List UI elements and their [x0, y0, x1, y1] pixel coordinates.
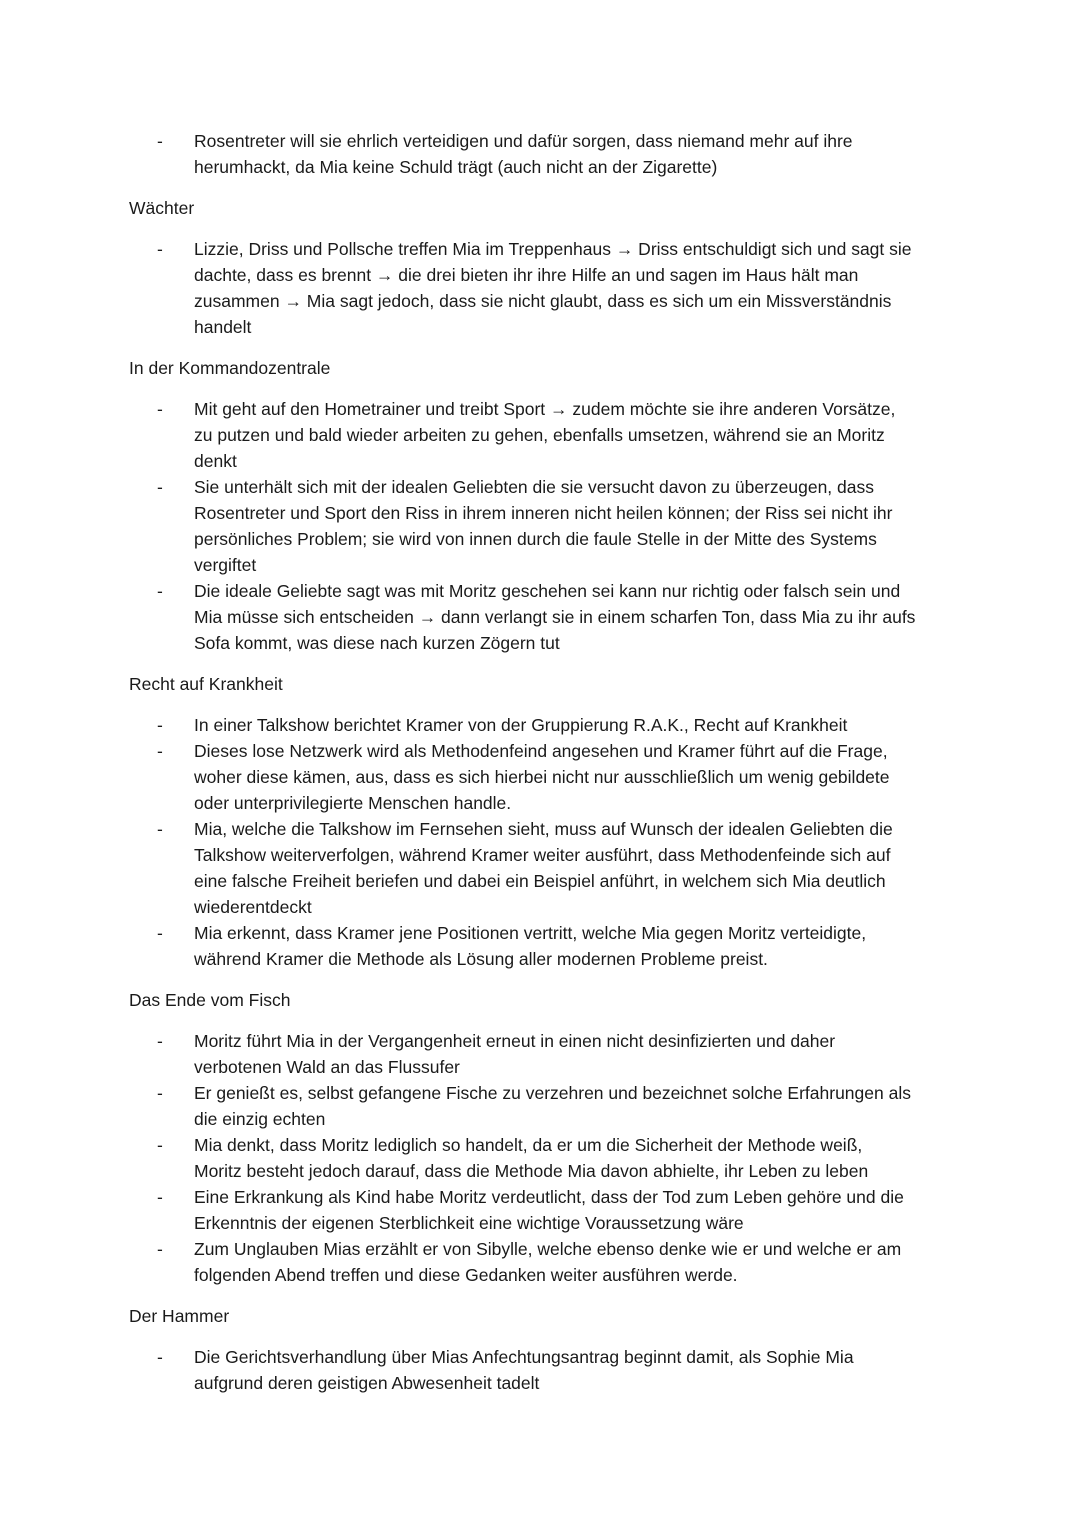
list-item — [129, 1236, 950, 1288]
list-item-text: Sie unterhält sich mit der idealen Geliebten die sie versucht davon zu überzeugen, dass Rosentreter und Sport den Riss in ihrem inneren nicht heilen können; der Riss sei nicht ihr persönliches Problem; sie wird von innen durch die faule Stelle in der Mitte des Systems vergiftet — [194, 477, 893, 575]
list-item-text: Lizzie, Driss und Pollsche treffen Mia im Treppenhaus → Driss entschuldigt sich und sagt sie dachte, dass es brennt → die drei bieten ihr ihre Hilfe an und sagen im Haus hält man zusammen → Mia sagt jedoch, dass sie nicht glaubt, dass es sich um ein Missverständnis handelt — [194, 239, 912, 337]
list-item-text: Mia denkt, dass Moritz lediglich so handelt, da er um die Sicherheit der Methode weiß, Moritz besteht jedoch darauf, dass die Methode Mia davon abhielte, ihr Leben zu leben — [194, 1135, 869, 1181]
bullet-dash: - — [157, 581, 163, 601]
bullet-list — [129, 128, 950, 180]
list-item — [129, 738, 950, 816]
list-item-text: Mia erkennt, dass Kramer jene Positionen vertritt, welche Mia gegen Moritz verteidigte, während Kramer die Methode als Lösung aller modernen Probleme preist. — [194, 923, 867, 969]
bullet-dash: - — [157, 399, 163, 419]
bullet-dash: - — [157, 1083, 163, 1103]
section-heading: Wächter — [129, 198, 195, 218]
section-waechter — [129, 195, 950, 340]
section-ende-vom-fisch — [129, 987, 950, 1288]
bullet-dash: - — [157, 715, 163, 735]
list-item-text: Die Gerichtsverhandlung über Mias Anfechtungsantrag beginnt damit, als Sophie Mia aufgrund deren geistigen Abwesenheit tadelt — [194, 1347, 854, 1393]
list-item — [129, 236, 950, 340]
bullet-list — [129, 396, 950, 656]
bullet-dash: - — [157, 1239, 163, 1259]
bullet-list — [129, 1028, 950, 1288]
list-item-text: Die ideale Geliebte sagt was mit Moritz geschehen sei kann nur richtig oder falsch sein und Mia müsse sich entscheiden → dann verlangt sie in einem scharfen Ton, dass Mia zu ihr aufs Sofa kommt, was diese nach kurzen Zögern tut — [194, 581, 916, 653]
list-item — [129, 1132, 950, 1184]
list-item-text: Rosentreter will sie ehrlich verteidigen und dafür sorgen, dass niemand mehr auf ihre herumhackt, da Mia keine Schuld trägt (auch nicht an der Zigarette) — [194, 131, 853, 177]
list-item — [129, 816, 950, 920]
bullet-list — [129, 236, 950, 340]
bullet-dash: - — [157, 477, 163, 497]
list-item — [129, 474, 950, 578]
list-item — [129, 1028, 950, 1080]
list-item-text: In einer Talkshow berichtet Kramer von der Gruppierung R.A.K., Recht auf Krankheit — [194, 715, 848, 735]
list-item — [129, 1344, 950, 1396]
section-rosentreter — [129, 128, 950, 180]
bullet-dash: - — [157, 1347, 163, 1367]
section-der-hammer — [129, 1303, 950, 1396]
bullet-dash: - — [157, 1031, 163, 1051]
list-item-text: Mia, welche die Talkshow im Fernsehen sieht, muss auf Wunsch der idealen Geliebten die Talkshow weiterverfolgen, während Kramer weiter ausführt, dass Methodenfeinde sich auf eine falsche Freiheit beriefen und dabei ein Beispiel anführt, in welchem sich Mia deutlich wiederentdeckt — [194, 819, 893, 917]
bullet-dash: - — [157, 923, 163, 943]
bullet-dash: - — [157, 131, 163, 151]
bullet-dash: - — [157, 741, 163, 761]
list-item-text: Eine Erkrankung als Kind habe Moritz verdeutlicht, dass der Tod zum Leben gehöre und die Erkenntnis der eigenen Sterblichkeit eine wichtige Voraussetzung wäre — [194, 1187, 904, 1233]
section-heading: Recht auf Krankheit — [129, 674, 283, 694]
list-item — [129, 712, 950, 738]
bullet-list — [129, 712, 950, 972]
section-heading: In der Kommandozentrale — [129, 358, 331, 378]
list-item — [129, 1080, 950, 1132]
section-recht-auf-krankheit — [129, 671, 950, 972]
list-item-text: Dieses lose Netzwerk wird als Methodenfeind angesehen und Kramer führt auf die Frage, woher diese kämen, aus, dass es sich hierbei nicht nur ausschließlich um wenig gebildete oder unterprivilegierte Menschen handle. — [194, 741, 890, 813]
bullet-list — [129, 1344, 950, 1396]
bullet-dash: - — [157, 1187, 163, 1207]
section-kommandozentrale — [129, 355, 950, 656]
list-item — [129, 578, 950, 656]
list-item-text: Mit geht auf den Hometrainer und treibt Sport → zudem möchte sie ihre anderen Vorsätze, zu putzen und bald wieder arbeiten zu gehen, ebenfalls umsetzen, während sie an Moritz denkt — [194, 399, 896, 471]
section-heading: Der Hammer — [129, 1306, 230, 1326]
list-item-text: Moritz führt Mia in der Vergangenheit erneut in einen nicht desinfizierten und daher verbotenen Wald an das Flussufer — [194, 1031, 836, 1077]
bullet-dash: - — [157, 819, 163, 839]
list-item-text: Zum Unglauben Mias erzählt er von Sibylle, welche ebenso denke wie er und welche er am folgenden Abend treffen und diese Gedanken weiter ausführen werde. — [194, 1239, 902, 1285]
list-item — [129, 1184, 950, 1236]
list-item-text: Er genießt es, selbst gefangene Fische zu verzehren und bezeichnet solche Erfahrungen als die einzig echten — [194, 1083, 911, 1129]
list-item — [129, 128, 950, 180]
list-item — [129, 920, 950, 972]
list-item — [129, 396, 950, 474]
bullet-dash: - — [157, 239, 163, 259]
bullet-dash: - — [157, 1135, 163, 1155]
section-heading: Das Ende vom Fisch — [129, 990, 291, 1010]
